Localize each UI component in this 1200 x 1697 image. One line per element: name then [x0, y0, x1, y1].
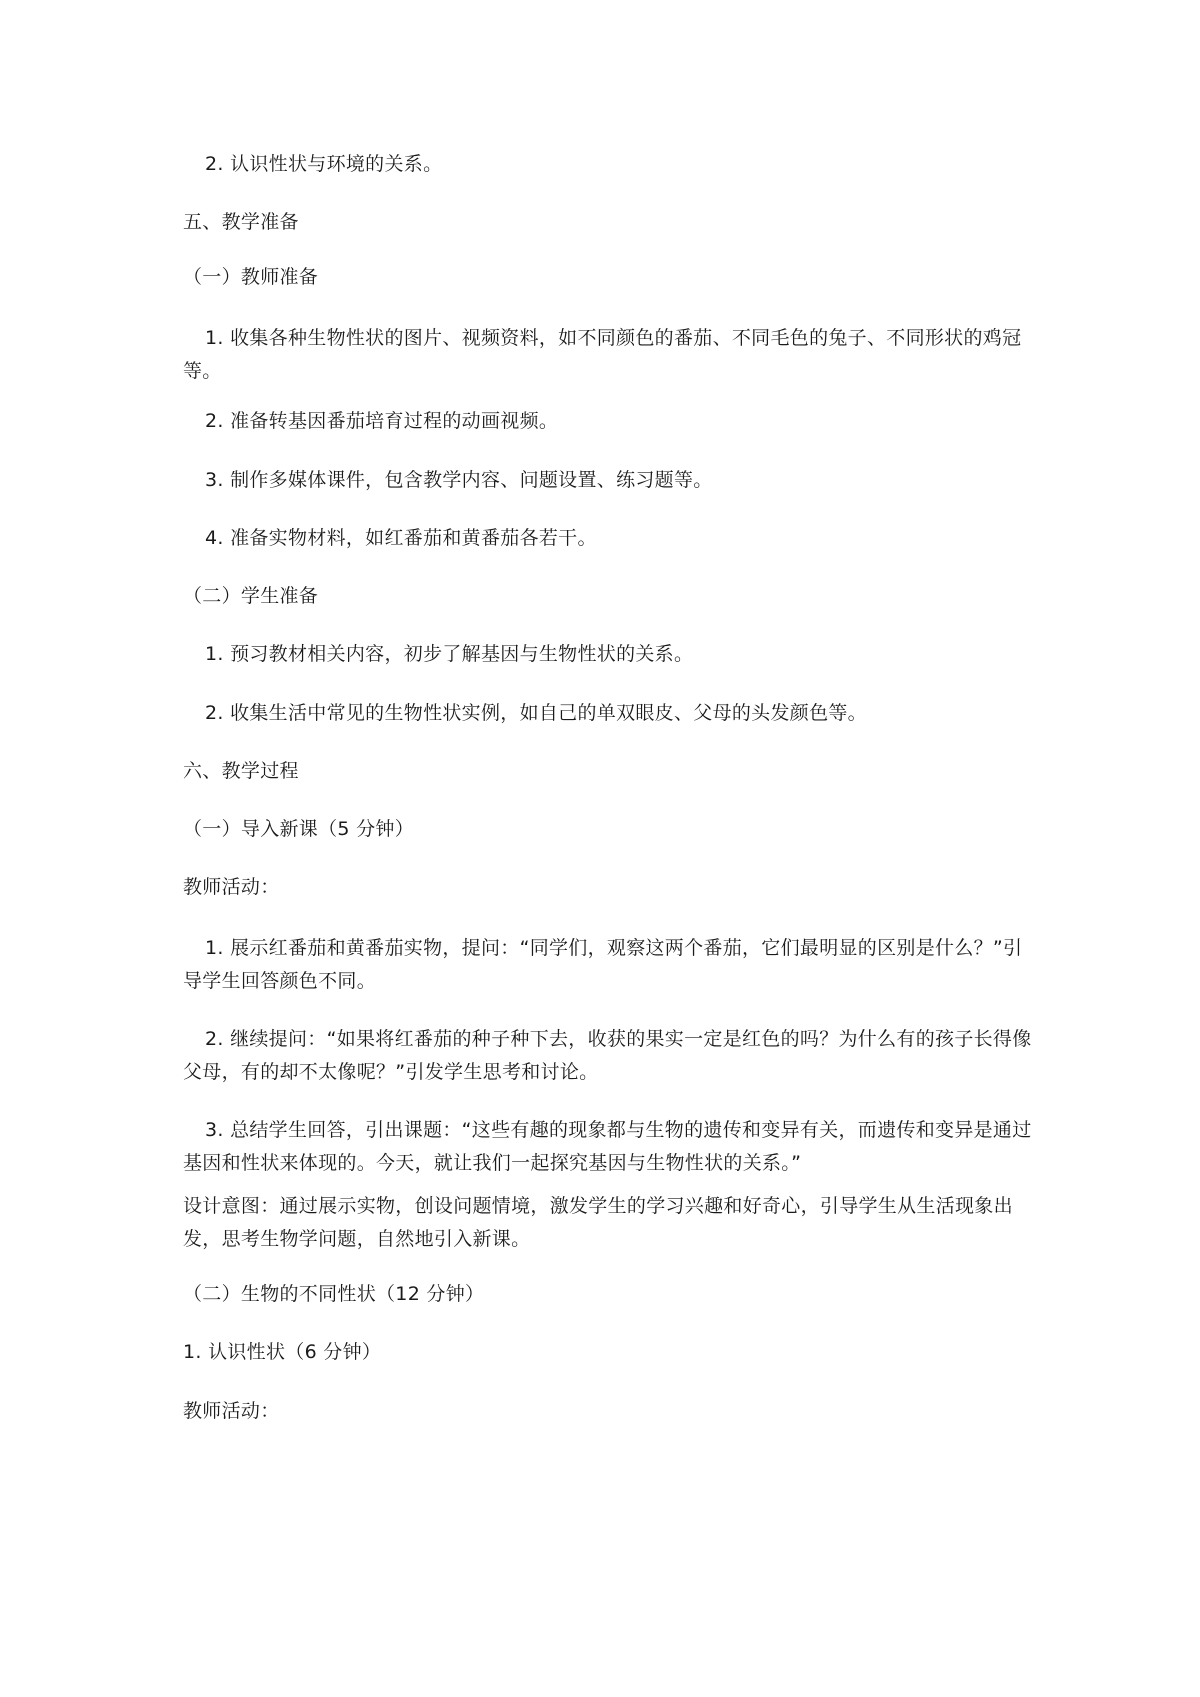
list-item-collect-materials: 1. 收集各种生物性状的图片、视频资料，如不同颜色的番茄、不同毛色的兔子、不同形状的鸡冠等。: [183, 327, 1022, 382]
label-teacher-activity-2: 教师活动：: [183, 1400, 280, 1422]
list-item-show-tomatoes: 1. 展示红番茄和黄番茄实物，提问：“同学们，观察这两个番茄，它们最明显的区别是什么？”引导学生回答颜色不同。: [183, 937, 1023, 992]
subsection-heading-teacher-prep: （一）教师准备: [183, 266, 319, 288]
list-item-courseware: 3. 制作多媒体课件，包含教学内容、问题设置、练习题等。: [205, 469, 713, 491]
list-item-summarize: 3. 总结学生回答，引出课题：“这些有趣的现象都与生物的遗传和变异有关，而遗传和变异是通过基因和性状来体现的。今天，就让我们一起探究基因与生物性状的关系。”: [183, 1119, 1032, 1174]
subheading-know-traits: 1. 认识性状（6 分钟）: [183, 1341, 382, 1363]
list-item-env-relation: 2. 认识性状与环境的关系。: [205, 153, 443, 175]
list-item-continue-asking: 2. 继续提问：“如果将红番茄的种子种下去，收获的果实一定是红色的吗？为什么有的孩子长得像父母，有的却不太像呢？”引发学生思考和讨论。: [183, 1028, 1032, 1083]
subsection-heading-student-prep: （二）学生准备: [183, 585, 319, 607]
list-item-collect-examples: 2. 收集生活中常见的生物性状实例，如自己的单双眼皮、父母的头发颜色等。: [205, 702, 867, 724]
subsection-heading-different-traits: （二）生物的不同性状（12 分钟）: [183, 1283, 485, 1305]
section-heading-teaching-prep: 五、教学准备: [183, 211, 299, 233]
design-intent: 设计意图：通过展示实物，创设问题情境，激发学生的学习兴趣和好奇心，引导学生从生活现象出发，思考生物学问题，自然地引入新课。: [183, 1195, 1013, 1250]
list-item-prepare-video: 2. 准备转基因番茄培育过程的动画视频。: [205, 410, 559, 432]
section-heading-teaching-process: 六、教学过程: [183, 760, 299, 782]
list-item-preview: 1. 预习教材相关内容，初步了解基因与生物性状的关系。: [205, 643, 694, 665]
subsection-heading-intro: （一）导入新课（5 分钟）: [183, 818, 415, 840]
list-item-real-objects: 4. 准备实物材料，如红番茄和黄番茄各若干。: [205, 527, 597, 549]
label-teacher-activity: 教师活动：: [183, 876, 280, 898]
